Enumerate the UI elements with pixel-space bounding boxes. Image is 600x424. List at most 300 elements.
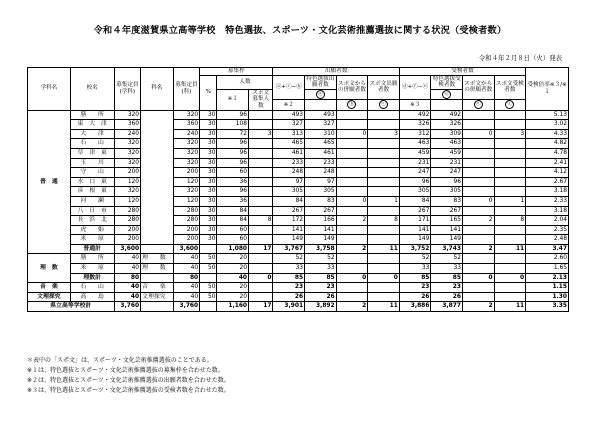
- applicants-total: 233: [273, 158, 305, 168]
- quota-count: 84: [217, 216, 249, 226]
- capacity-course: 320: [173, 187, 199, 197]
- spobun-quota: [249, 148, 273, 158]
- examinees-e: [462, 110, 494, 120]
- capacity-dept: 40: [114, 292, 140, 302]
- examinees-e: 0: [462, 129, 494, 139]
- quota-percent: 30: [200, 206, 217, 216]
- examinees-total: 23: [399, 283, 431, 293]
- quota-count: 96: [217, 139, 249, 149]
- quota-percent: 30: [200, 120, 217, 130]
- quota-count: 1,080: [217, 244, 249, 254]
- applicants-total: 52: [273, 254, 305, 264]
- spobun-quota: 3: [249, 129, 273, 139]
- capacity-course: 120: [173, 196, 199, 206]
- examinees-d: 247: [431, 168, 463, 178]
- quota-percent: 30: [200, 168, 217, 178]
- header-applicants: 出願者数: [273, 68, 399, 76]
- applicants-total: 23: [273, 283, 305, 293]
- ratio: 2.48: [526, 235, 569, 245]
- course-name: 理 数: [141, 254, 174, 264]
- examinees-d: 141: [431, 225, 463, 235]
- table-row: [28, 187, 569, 197]
- quota-percent: 30: [200, 129, 217, 139]
- school-name: 東 大 津: [70, 120, 114, 130]
- table-row: [28, 158, 569, 168]
- examinees-f: [494, 168, 526, 178]
- examinees-e: [462, 168, 494, 178]
- examinees-total: 26: [399, 292, 431, 302]
- capacity-dept: 320: [114, 139, 140, 149]
- header-star1: ※１: [217, 89, 249, 110]
- school-name: 膳 所: [70, 110, 114, 120]
- spobun-quota: 17: [249, 302, 273, 312]
- spobun-quota: [249, 110, 273, 120]
- quota-percent: [200, 244, 217, 254]
- ratio: 2.60: [526, 254, 569, 264]
- school-name: 大 津: [70, 129, 114, 139]
- quota-percent: 50: [200, 292, 217, 302]
- quota-percent: 30: [200, 139, 217, 149]
- header-circle-d2: [431, 100, 463, 110]
- header-ninzu: 人数: [217, 75, 273, 89]
- examinees-d: 492: [431, 110, 463, 120]
- applicants-a: 233: [305, 158, 337, 168]
- school-name: 長 浜 北: [70, 216, 114, 226]
- capacity-course: 120: [173, 177, 199, 187]
- school-name: 高 島: [70, 292, 114, 302]
- header-tokushoku-examinees: 特色選抜受検者数: [432, 75, 461, 89]
- applicants-c: 11: [368, 302, 400, 312]
- applicants-total: 465: [273, 139, 305, 149]
- school-name: 河 瀬: [70, 196, 114, 206]
- examinees-d: 305: [431, 187, 463, 197]
- applicants-a: 248: [305, 168, 337, 178]
- applicants-total: 97: [273, 177, 305, 187]
- applicants-c: [368, 206, 400, 216]
- applicants-c: [368, 177, 400, 187]
- capacity-dept: 280: [114, 216, 140, 226]
- school-name: 石 山: [70, 283, 114, 293]
- applicants-a: 85: [305, 273, 337, 283]
- examinees-e: [462, 187, 494, 197]
- header-percent: %: [200, 75, 217, 110]
- school-name: 石 山: [70, 139, 114, 149]
- table-row: [28, 264, 569, 274]
- applicants-c: [368, 283, 400, 293]
- examinees-d: 83: [431, 196, 463, 206]
- spobun-quota: 0: [249, 273, 273, 283]
- examinees-e: 2: [462, 216, 494, 226]
- capacity-course: 360: [173, 120, 199, 130]
- ratio: 2.35: [526, 225, 569, 235]
- applicants-total: 141: [273, 225, 305, 235]
- capacity-course: 200: [173, 235, 199, 245]
- applicants-b: 2: [336, 244, 368, 254]
- applicants-a: 141: [305, 225, 337, 235]
- subtotal-label: 普通計: [70, 244, 114, 254]
- capacity-course: 3,760: [173, 302, 199, 312]
- spobun-quota: [249, 254, 273, 264]
- ratio: 1.15: [526, 283, 569, 293]
- applicants-c: 3: [368, 129, 400, 139]
- ratio: 1.65: [526, 264, 569, 274]
- examinees-e: [462, 235, 494, 245]
- table-row: [28, 120, 569, 130]
- table-row: [28, 292, 569, 302]
- examinees-total: 96: [399, 177, 431, 187]
- capacity-dept: 200: [114, 235, 140, 245]
- applicants-b: [336, 168, 368, 178]
- ratio: 3.18: [526, 187, 569, 197]
- ratio: 4.33: [526, 129, 569, 139]
- examinees-total: 84: [399, 196, 431, 206]
- quota-percent: 30: [200, 216, 217, 226]
- examinees-e: [462, 177, 494, 187]
- examinees-d: 309: [431, 129, 463, 139]
- examinees-d: 165: [431, 216, 463, 226]
- quota-percent: 30: [200, 177, 217, 187]
- quota-count: 96: [217, 110, 249, 120]
- school-name: 玉 川: [70, 158, 114, 168]
- course-name: [141, 110, 174, 244]
- examinees-f: 11: [494, 302, 526, 312]
- spobun-quota: 17: [249, 244, 273, 254]
- capacity-dept: 3,600: [114, 244, 140, 254]
- examinees-total: 305: [399, 187, 431, 197]
- applicants-total: 327: [273, 120, 305, 130]
- capacity-course: 240: [173, 129, 199, 139]
- applicants-total: 493: [273, 110, 305, 120]
- examinees-e: [462, 120, 494, 130]
- course-name: 理 数: [141, 264, 174, 274]
- note-3: ※２は、特色選抜とスポーツ・文化芸術推薦選抜の出願者数を合わせた数。: [27, 377, 230, 384]
- examinees-d: 267: [431, 206, 463, 216]
- ratio: 5.13: [526, 110, 569, 120]
- applicants-b: 0: [336, 129, 368, 139]
- quota-count: 72: [217, 129, 249, 139]
- examinees-e: [462, 283, 494, 293]
- ratio: 4.12: [526, 168, 569, 178]
- header-examinees-formula: ⓓ+ⓕ−ⓔ: [399, 75, 431, 100]
- announcement-date: 令和４年２月８日（火）発表: [478, 54, 562, 62]
- header-course: 科名: [141, 68, 174, 111]
- examinees-e: [462, 148, 494, 158]
- quota-percent: 30: [200, 187, 217, 197]
- ratio: 3.02: [526, 120, 569, 130]
- examinees-e: [462, 139, 494, 149]
- examinees-e: 2: [462, 302, 494, 312]
- applicants-c: 1: [368, 196, 400, 206]
- examinees-e: 2: [462, 244, 494, 254]
- applicants-a: 149: [305, 235, 337, 245]
- applicants-a: 26: [305, 292, 337, 302]
- table-row: [28, 216, 569, 226]
- spobun-quota: [249, 283, 273, 293]
- examinees-f: 8: [494, 216, 526, 226]
- applicants-total: 461: [273, 148, 305, 158]
- header-spobun-examinees: スポ文受検者数: [494, 75, 526, 100]
- applicants-a: 83: [305, 196, 337, 206]
- header-row-1: [28, 68, 569, 76]
- applicants-a: 3,892: [305, 302, 337, 312]
- quota-count: 1,160: [217, 302, 249, 312]
- spobun-quota: [249, 206, 273, 216]
- header-circle-f: ⓕ: [494, 100, 526, 110]
- status-table: [27, 67, 569, 312]
- applicants-total: 313: [273, 129, 305, 139]
- capacity-dept: 360: [114, 120, 140, 130]
- header-circle-d: ⓓ: [431, 89, 463, 99]
- spobun-quota: [249, 196, 273, 206]
- quota-count: 108: [217, 120, 249, 130]
- applicants-a: 327: [305, 120, 337, 130]
- quota-percent: 30: [200, 196, 217, 206]
- table-row: [28, 129, 569, 139]
- applicants-a: 166: [305, 216, 337, 226]
- spobun-quota: [249, 139, 273, 149]
- examinees-f: [494, 235, 526, 245]
- applicants-c: [368, 139, 400, 149]
- applicants-b: [336, 177, 368, 187]
- examinees-f: [494, 148, 526, 158]
- quota-count: 60: [217, 168, 249, 178]
- header-tokushoku-applicants: 特色選抜出願者数: [306, 75, 335, 89]
- page-title: 令和４年度滋賀県立高等学校 特色選抜、スポーツ・文化芸術推薦選抜に関する状況（受検者数）: [93, 25, 507, 36]
- examinees-f: 0: [494, 273, 526, 283]
- table-row: [28, 283, 569, 293]
- examinees-f: [494, 120, 526, 130]
- notes: [27, 356, 230, 396]
- applicants-total: 85: [273, 273, 305, 283]
- applicants-b: [336, 225, 368, 235]
- capacity-course: 320: [173, 148, 199, 158]
- examinees-d: 231: [431, 158, 463, 168]
- applicants-total: 149: [273, 235, 305, 245]
- ratio: 3.47: [526, 244, 569, 254]
- capacity-dept: 320: [114, 158, 140, 168]
- table-row: [28, 196, 569, 206]
- ratio: 2.33: [526, 196, 569, 206]
- examinees-e: [462, 264, 494, 274]
- examinees-f: [494, 187, 526, 197]
- examinees-d: 85: [431, 273, 463, 283]
- examinees-d: 149: [431, 235, 463, 245]
- table-row: [28, 168, 569, 178]
- applicants-b: [336, 283, 368, 293]
- capacity-course: 40: [173, 292, 199, 302]
- quota-percent: 30: [200, 158, 217, 168]
- examinees-total: 312: [399, 129, 431, 139]
- course-name: [141, 302, 174, 312]
- quota-count: 20: [217, 292, 249, 302]
- examinees-d: 459: [431, 148, 463, 158]
- header-ratio: 受検倍率※３/※１: [526, 68, 569, 111]
- note-4: ※３は、特色選抜とスポーツ・文化芸術推薦選抜の受検者数を合わせた数。: [27, 387, 230, 394]
- applicants-total: 3,767: [273, 244, 305, 254]
- header-star2: ※２: [273, 100, 305, 110]
- ratio: 2.67: [526, 177, 569, 187]
- capacity-course: 40: [173, 264, 199, 274]
- spobun-quota: [249, 120, 273, 130]
- quota-count: 36: [217, 177, 249, 187]
- quota-count: 60: [217, 225, 249, 235]
- capacity-course: 280: [173, 206, 199, 216]
- capacity-dept: 40: [114, 264, 140, 274]
- dept-label: 理 数: [28, 254, 71, 283]
- table-row: [28, 206, 569, 216]
- examinees-d: 3,877: [431, 302, 463, 312]
- header-school: 校名: [70, 68, 114, 111]
- applicants-c: [368, 148, 400, 158]
- table-row: [28, 225, 569, 235]
- school-name: 米 原: [70, 235, 114, 245]
- capacity-dept: 40: [114, 254, 140, 264]
- examinees-e: [462, 292, 494, 302]
- table-row: [28, 139, 569, 149]
- quota-percent: 30: [200, 110, 217, 120]
- applicants-a: 305: [305, 187, 337, 197]
- ratio: 2.41: [526, 158, 569, 168]
- examinees-f: [494, 139, 526, 149]
- examinees-d: 3,743: [431, 244, 463, 254]
- course-name: [141, 273, 174, 283]
- school-name: 守 山: [70, 168, 114, 178]
- applicants-b: [336, 148, 368, 158]
- capacity-course: 200: [173, 168, 199, 178]
- header-spobun-applicants: スポ文出願者数: [368, 75, 400, 100]
- capacity-course: 40: [173, 254, 199, 264]
- applicants-a: 33: [305, 264, 337, 274]
- spobun-quota: [249, 225, 273, 235]
- examinees-f: [494, 254, 526, 264]
- header-spobun-heigan: スポ文からの併願者数: [336, 75, 368, 100]
- note-1: ＊表中の「スポ文」は、スポーツ・文化芸術推薦選抜のことである。: [27, 357, 213, 364]
- applicants-c: 8: [368, 216, 400, 226]
- examinees-total: 149: [399, 235, 431, 245]
- capacity-dept: 200: [114, 225, 140, 235]
- quota-count: 96: [217, 158, 249, 168]
- capacity-dept: 3,760: [114, 302, 140, 312]
- course-name: 文理探究: [141, 292, 174, 302]
- applicants-total: 33: [273, 264, 305, 274]
- header-circle-a: ⓐ: [305, 89, 337, 99]
- spobun-quota: [249, 177, 273, 187]
- applicants-a: 461: [305, 148, 337, 158]
- applicants-c: 11: [368, 244, 400, 254]
- capacity-course: 280: [173, 216, 199, 226]
- ratio: 2.13: [526, 273, 569, 283]
- subtotal-row: [28, 273, 569, 283]
- examinees-d: 463: [431, 139, 463, 149]
- examinees-total: 52: [399, 254, 431, 264]
- applicants-a: 310: [305, 129, 337, 139]
- quota-count: 20: [217, 254, 249, 264]
- examinees-f: [494, 225, 526, 235]
- applicants-total: 305: [273, 187, 305, 197]
- quota-percent: 30: [200, 148, 217, 158]
- spobun-quota: [249, 292, 273, 302]
- quota-percent: [200, 302, 217, 312]
- school-name: 八 日 市: [70, 206, 114, 216]
- quota-count: 96: [217, 187, 249, 197]
- examinees-total: 33: [399, 264, 431, 274]
- capacity-dept: 240: [114, 129, 140, 139]
- examinees-f: 1: [494, 196, 526, 206]
- header-spobun-juken-heigan: スポ文からの併願者数: [462, 75, 494, 100]
- examinees-total: 267: [399, 206, 431, 216]
- examinees-e: 0: [462, 273, 494, 283]
- applicants-b: [336, 206, 368, 216]
- quota-count: 40: [217, 273, 249, 283]
- examinees-e: 0: [462, 196, 494, 206]
- table-row: [28, 110, 569, 120]
- note-2: ※１は、特色選抜とスポーツ・文化芸術推薦選抜の募集枠を合わせた数。: [27, 367, 224, 374]
- applicants-c: [368, 168, 400, 178]
- quota-count: 84: [217, 206, 249, 216]
- quota-count: 20: [217, 264, 249, 274]
- spobun-quota: [249, 187, 273, 197]
- capacity-course: 320: [173, 139, 199, 149]
- spobun-quota: 8: [249, 216, 273, 226]
- examinees-total: 231: [399, 158, 431, 168]
- course-name: [141, 244, 174, 254]
- applicants-a: 493: [305, 110, 337, 120]
- applicants-a: 465: [305, 139, 337, 149]
- header-star3: ※３: [399, 100, 431, 110]
- table-row: [28, 148, 569, 158]
- header-circle-b: ⓑ: [336, 100, 368, 110]
- school-name: 米 原: [70, 264, 114, 274]
- examinees-f: 11: [494, 244, 526, 254]
- ratio: 4.78: [526, 148, 569, 158]
- examinees-f: 3: [494, 129, 526, 139]
- examinees-total: 3,886: [399, 302, 431, 312]
- spobun-quota: [249, 264, 273, 274]
- header-quota: 募集枠: [200, 68, 273, 76]
- applicants-b: [336, 139, 368, 149]
- examinees-f: [494, 292, 526, 302]
- applicants-b: [336, 254, 368, 264]
- spobun-quota: [249, 235, 273, 245]
- ratio: 3.18: [526, 206, 569, 216]
- capacity-course: 3,600: [173, 244, 199, 254]
- applicants-c: [368, 254, 400, 264]
- dept-label: 音 楽: [28, 283, 71, 293]
- course-name: 音 楽: [141, 283, 174, 293]
- dept-label: 文理探究: [28, 292, 71, 302]
- examinees-e: [462, 158, 494, 168]
- school-name: 草 津 東: [70, 148, 114, 158]
- grand-total-label: 県立高等学校計: [28, 302, 115, 312]
- quota-percent: 30: [200, 225, 217, 235]
- examinees-f: [494, 177, 526, 187]
- capacity-dept: 80: [114, 273, 140, 283]
- applicants-b: [336, 158, 368, 168]
- applicants-a: 23: [305, 283, 337, 293]
- header-spobun-quota: スポ文募集人数: [249, 89, 273, 110]
- grand-total-row: [28, 302, 569, 312]
- capacity-dept: 320: [114, 110, 140, 120]
- capacity-dept: 320: [114, 148, 140, 158]
- applicants-b: 2: [336, 216, 368, 226]
- applicants-b: [336, 235, 368, 245]
- applicants-total: 26: [273, 292, 305, 302]
- applicants-c: [368, 225, 400, 235]
- table-row: [28, 254, 569, 264]
- examinees-total: 141: [399, 225, 431, 235]
- applicants-b: [336, 292, 368, 302]
- examinees-f: [494, 110, 526, 120]
